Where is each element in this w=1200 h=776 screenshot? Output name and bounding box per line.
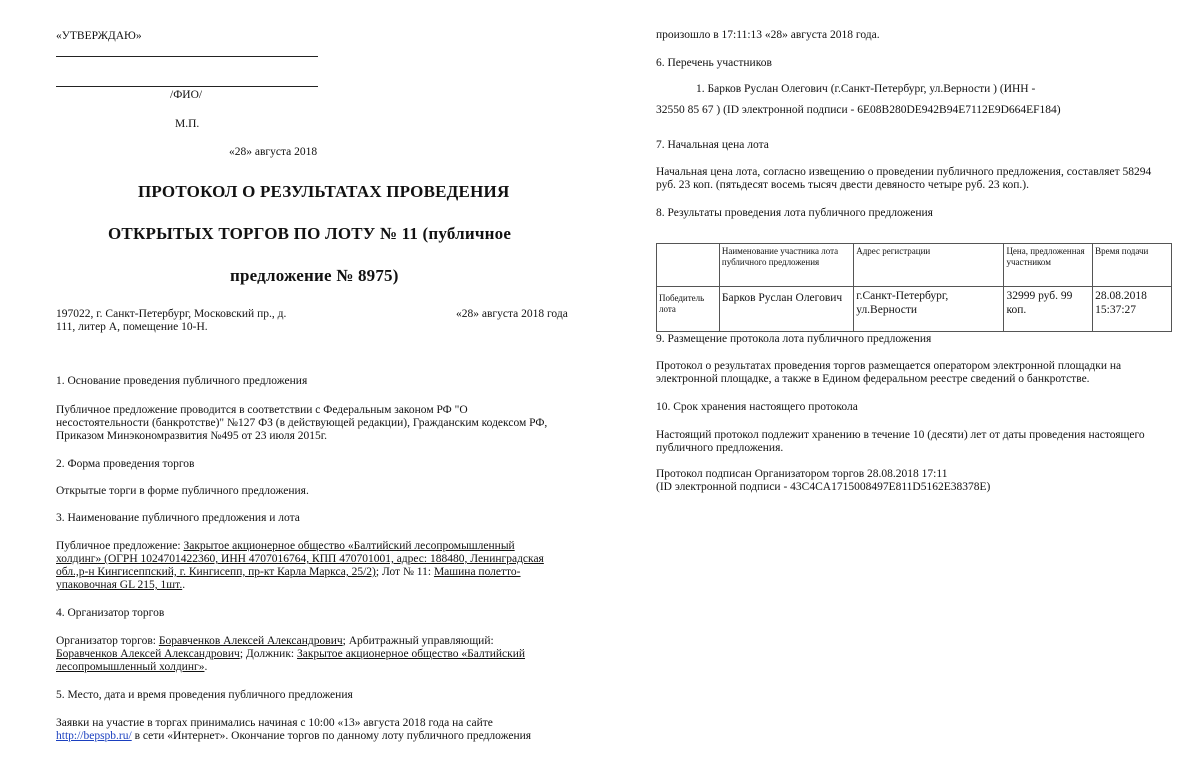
lot-name-cont: упаковочная GL 215, 1шт. [56, 579, 183, 591]
header-cell: Время подачи [1093, 244, 1172, 287]
results-table [656, 243, 1172, 332]
section-8-title: 8. Результаты проведения лота публичного предложения [656, 207, 933, 219]
section-3-title: 3. Наименование публичного предложения и лота [56, 512, 300, 524]
section-2-title: 2. Форма проведения торгов [56, 458, 195, 470]
header-cell: Цена, предложенная участником [1004, 244, 1093, 287]
protocol-date: «28» августа 2018 года [456, 308, 568, 320]
section-1-text: Публичное предложение проводится в соответствии с Федеральным законом РФ "О [56, 404, 468, 416]
table-header-row [657, 244, 1172, 287]
section-10-line-2: публичного предложения. [656, 442, 784, 454]
stamp-label: М.П. [175, 118, 200, 130]
approve-date: «28» августа 2018 [229, 146, 318, 158]
organizer-name: Боравченков Алексей Александрович [158, 635, 343, 647]
section-3-line-4 [56, 578, 185, 592]
debtor-company: Закрытое акционерное общество «Балтийский [296, 648, 526, 660]
section-5-title: 5. Место, дата и время проведения публичного предложения [56, 689, 353, 701]
section-2-text: Открытые торги в форме публичного предложения. [56, 485, 309, 497]
section-7-title: 7. Начальная цена лота [656, 139, 769, 151]
section-5-line-1: Заявки на участие в торгах принимались начиная с 10:00 «13» августа 2018 года на сайте [56, 717, 493, 729]
lot-number: ; Лот № 11: [375, 566, 434, 578]
address-line-1: 197022, г. Санкт-Петербург, Московский пр., д. [56, 308, 287, 320]
section-6-title: 6. Перечень участников [656, 57, 772, 69]
section-3-line-1 [56, 539, 515, 553]
cell-price: 32999 руб. 99 коп. [1004, 287, 1093, 332]
cell-address: г.Санкт-Петербург, ул.Верности [854, 287, 1004, 332]
section-4-end: . [204, 661, 208, 673]
title-line-1: ПРОТОКОЛ О РЕЗУЛЬТАТАХ ПРОВЕДЕНИЯ [138, 182, 510, 201]
signature-line [56, 56, 318, 57]
cell-time: 28.08.2018 15:37:27 [1093, 287, 1172, 332]
section-4-line-2 [56, 647, 525, 661]
section-1-text: Приказом Минэкономразвития №495 от 23 июля 2015г. [56, 430, 328, 442]
title-line-2: ОТКРЫТЫХ ТОРГОВ ПО ЛОТУ № 11 (публичное [108, 224, 512, 243]
lot-label: Публичное предложение: [56, 540, 184, 552]
section-9-title: 9. Размещение протокола лота публичного предложения [656, 333, 932, 345]
organizer-label: Организатор торгов: [56, 635, 159, 647]
manager-name: Боравченков Алексей Александрович [56, 648, 240, 660]
section-10-title: 10. Срок хранения настоящего протокола [656, 401, 858, 413]
section-9-line-2: электронной площадке, а также в Едином федеральном реестре сведений о банкротстве. [656, 373, 1090, 385]
header-cell: Наименование участника лота публичного предложения [719, 244, 853, 287]
section-1-title: 1. Основание проведения публичного предложения [56, 375, 308, 387]
section-4-line-3 [56, 660, 207, 674]
signature-line-1: Протокол подписан Организатором торгов 28.08.2018 17:11 [656, 468, 948, 480]
address-line-2: 111, литер А, помещение 10-Н. [56, 321, 208, 333]
section-4-line-1 [56, 634, 494, 648]
lot-name: Машина полетто- [433, 566, 521, 578]
section-3-line-3 [56, 565, 521, 579]
manager-label: ; Арбитражный управляющий: [342, 635, 494, 647]
section-4-title: 4. Организатор торгов [56, 607, 165, 619]
fio-label: /ФИО/ [170, 89, 203, 101]
section-5-line-2 [56, 729, 531, 743]
table-row [657, 287, 1172, 332]
debtor-address: обл.,р-н Кингисеппский, г. Кингисепп, пр-кт Карла Маркса, 25/2) [56, 566, 376, 578]
participant-line-1: 1. Барков Руслан Олегович (г.Санкт-Петербург, ул.Верности ) (ИНН - [696, 83, 1036, 95]
section-7-line-2: руб. 23 коп. (пятьдесят восемь тысяч двести девяносто четыре руб. 23 коп.). [656, 179, 1029, 191]
cell-participant: Барков Руслан Олегович [719, 287, 853, 332]
section-9-line-1: Протокол о результатах проведения торгов размещается оператором электронной площадки на [656, 360, 1122, 372]
site-link[interactable]: http://bepspb.ru/ [56, 730, 132, 742]
section-10-line-1: Настоящий протокол подлежит хранению в течение 10 (десяти) лет от даты проведения настоящего [656, 429, 1145, 441]
section-7-line-1: Начальная цена лота, согласно извещению о проведении публичного предложения, составляет 58294 [656, 166, 1152, 178]
section-5-line-2-text: в сети «Интернет». Окончание торгов по данному лоту публичного предложения [131, 730, 532, 742]
section-1-text: несостоятельности (банкротстве)" №127 ФЗ (в действующей редакции), Гражданским кодексом РФ, [56, 417, 548, 429]
approve-title: «УТВЕРЖДАЮ» [56, 30, 142, 42]
lot-end: . [182, 579, 186, 591]
header-cell [657, 244, 720, 287]
header-cell: Адрес регистрации [854, 244, 1004, 287]
title-line-3: предложение № 8975) [230, 266, 399, 285]
section-3-line-2: холдинг» (ОГРН 1024701422360, ИНН 4707016764, КПП 470701001, адрес: 188480, Ленинградская [56, 553, 544, 565]
debtor-company-cont: лесопромышленный холдинг» [56, 661, 205, 673]
debtor-label: ; Должник: [239, 648, 297, 660]
name-line [56, 86, 318, 87]
signature-line-2: (ID электронной подписи - 43C4CA1715008497E811D5162E38378E) [656, 481, 991, 493]
debtor-name: Закрытое акционерное общество «Балтийский лесопромышленный [183, 540, 515, 552]
section-5-line-3: произошло в 17:11:13 «28» августа 2018 года. [656, 29, 880, 41]
participant-line-2: 32550 85 67 ) (ID электронной подписи - 6E08B280DE942B94E7112E9D664EF184) [656, 104, 1061, 116]
cell-role: Победитель лота [657, 287, 720, 332]
